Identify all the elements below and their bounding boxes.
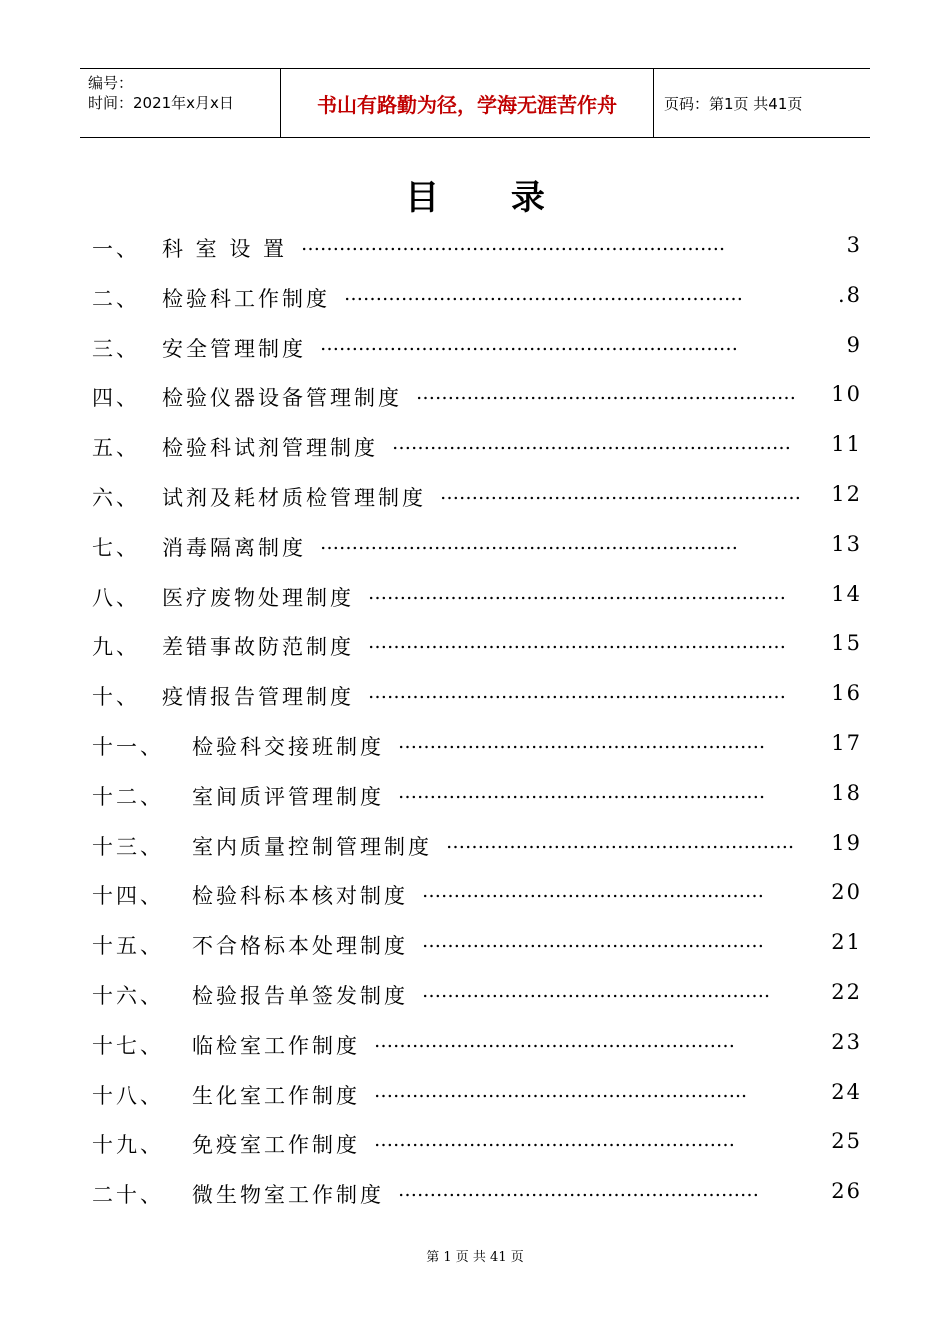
toc-entry-page: 12 bbox=[831, 481, 862, 506]
table-of-contents bbox=[92, 227, 862, 1223]
toc-entry-page: 13 bbox=[831, 531, 862, 556]
toc-entry-page: 9 bbox=[846, 332, 862, 357]
toc-entry-number: 九、 bbox=[92, 635, 140, 660]
toc-entry-number: 十六、 bbox=[92, 983, 164, 1008]
code-label: 编号： bbox=[88, 74, 134, 92]
toc-entry-page: 14 bbox=[831, 581, 862, 606]
toc-entry-title: 检验科交接班制度 bbox=[192, 734, 384, 759]
header-meta bbox=[80, 69, 281, 137]
toc-entry-leader: ……………………………………………………… bbox=[392, 432, 791, 455]
toc-entry-number: 六、 bbox=[92, 485, 140, 510]
toc-entry[interactable] bbox=[92, 277, 862, 327]
toc-entry-page: 24 bbox=[831, 1079, 862, 1104]
toc-entry-number: 十七、 bbox=[92, 1033, 164, 1058]
toc-entry-page: 10 bbox=[831, 382, 862, 407]
toc-entry-title: 室内质量控制管理制度 bbox=[192, 834, 432, 859]
toc-entry-title: 免疫室工作制度 bbox=[192, 1133, 360, 1158]
toc-entry[interactable] bbox=[92, 924, 862, 974]
page-footer: 第 1 页 共 41 页 bbox=[426, 1250, 524, 1265]
toc-entry[interactable] bbox=[92, 1074, 862, 1124]
toc-entry-leader: ………………………………………………………… bbox=[368, 581, 786, 604]
toc-entry-leader: …………………………………………………. bbox=[398, 730, 766, 753]
toc-entry-leader: ……………………………………………… bbox=[422, 880, 764, 903]
toc-entry-title: 疫情报告管理制度 bbox=[162, 685, 354, 710]
toc-entry-page: 20 bbox=[831, 880, 862, 905]
toc-entry-leader: ………………………………………………………… bbox=[320, 531, 738, 554]
header-motto: 书山有路勤为径，学海无涯苦作舟 bbox=[281, 69, 654, 137]
toc-entry-page: 21 bbox=[831, 930, 862, 955]
toc-entry-leader: ………………………………………………… bbox=[374, 1129, 735, 1152]
toc-entry-title: 不合格标本处理制度 bbox=[192, 934, 408, 959]
toc-entry-number: 十四、 bbox=[92, 884, 164, 909]
toc-entry[interactable] bbox=[92, 576, 862, 626]
toc-entry-title: 消毒隔离制度 bbox=[162, 535, 306, 560]
toc-entry-number: 二、 bbox=[92, 286, 140, 311]
toc-entry-page: 23 bbox=[831, 1029, 862, 1054]
toc-entry[interactable] bbox=[92, 376, 862, 426]
toc-entry[interactable] bbox=[92, 625, 862, 675]
toc-entry-page: 18 bbox=[831, 780, 862, 805]
toc-entry-title: 生化室工作制度 bbox=[192, 1083, 360, 1108]
toc-entry-number: 十二、 bbox=[92, 784, 164, 809]
toc-entry-title: 差错事故防范制度 bbox=[162, 635, 354, 660]
toc-entry[interactable] bbox=[92, 874, 862, 924]
page-title: 目 录 bbox=[405, 178, 575, 218]
toc-entry-title: 医疗废物处理制度 bbox=[162, 585, 354, 610]
toc-entry-leader: ……………………………………………… bbox=[422, 930, 764, 953]
toc-entry-title: 室间质评管理制度 bbox=[192, 784, 384, 809]
toc-entry-leader: …………………………………………………………. bbox=[301, 233, 726, 255]
toc-entry-leader: ………………………………………………. bbox=[422, 979, 771, 1002]
time-label: 时间：2021年x月x日 bbox=[88, 94, 234, 112]
toc-entry[interactable] bbox=[92, 675, 862, 725]
toc-entry-page: 3 bbox=[846, 233, 862, 257]
toc-entry-page: 16 bbox=[831, 681, 862, 706]
toc-entry-page: .8 bbox=[837, 282, 862, 307]
toc-entry-number: 十八、 bbox=[92, 1083, 164, 1108]
toc-entry-page: 15 bbox=[831, 631, 862, 656]
toc-entry-number: 十三、 bbox=[92, 834, 164, 859]
toc-entry-number: 三、 bbox=[92, 336, 140, 361]
toc-entry[interactable] bbox=[92, 725, 862, 775]
toc-entry-number: 十九、 bbox=[92, 1133, 164, 1158]
toc-entry[interactable] bbox=[92, 1024, 862, 1074]
toc-entry-number: 一、 bbox=[92, 237, 140, 261]
toc-entry-number: 二十、 bbox=[92, 1183, 164, 1208]
toc-entry-page: 22 bbox=[831, 979, 862, 1004]
toc-entry-title: 检验报告单签发制度 bbox=[192, 983, 408, 1008]
toc-entry-title: 科 室 设 置 bbox=[162, 237, 288, 261]
toc-entry-leader: ………………………………………………………… bbox=[368, 681, 786, 704]
toc-entry-leader: ………………………………………………………… bbox=[320, 332, 738, 355]
toc-entry-page: 11 bbox=[831, 432, 862, 457]
toc-entry[interactable] bbox=[92, 526, 862, 576]
toc-entry-leader: ………………………………………………… bbox=[398, 1179, 759, 1202]
toc-entry-leader: ………………………………………………….. bbox=[374, 1079, 748, 1102]
toc-entry-title: 安全管理制度 bbox=[162, 336, 306, 361]
toc-entry-number: 四、 bbox=[92, 386, 140, 411]
toc-entry-number: 十、 bbox=[92, 685, 140, 710]
toc-entry[interactable] bbox=[92, 825, 862, 875]
toc-entry-page: 19 bbox=[831, 830, 862, 855]
toc-entry-title: 检验科标本核对制度 bbox=[192, 884, 408, 909]
toc-entry-leader: ………………………………………………. bbox=[446, 830, 795, 853]
header-page-info: 页码：第1页 共41页 bbox=[664, 94, 803, 113]
toc-entry-leader: ………………………………………………… bbox=[440, 481, 801, 504]
toc-entry-number: 七、 bbox=[92, 535, 140, 560]
toc-entry-leader: ……………………………………………………… bbox=[344, 282, 743, 305]
toc-entry[interactable] bbox=[92, 327, 862, 377]
toc-entry-title: 临检室工作制度 bbox=[192, 1033, 360, 1058]
toc-entry-leader: ………………………………………………… bbox=[374, 1029, 735, 1052]
toc-entry-number: 八、 bbox=[92, 585, 140, 610]
toc-entry-page: 17 bbox=[831, 730, 862, 755]
toc-entry-title: 试剂及耗材质检管理制度 bbox=[162, 485, 426, 510]
toc-entry-title: 检验仪器设备管理制度 bbox=[162, 386, 402, 411]
toc-entry[interactable] bbox=[92, 974, 862, 1024]
toc-entry-number: 五、 bbox=[92, 436, 140, 461]
toc-entry[interactable] bbox=[92, 426, 862, 476]
toc-entry-leader: …………………………………………………. bbox=[398, 780, 766, 803]
toc-entry-title: 微生物室工作制度 bbox=[192, 1183, 384, 1208]
toc-entry-number: 十一、 bbox=[92, 734, 164, 759]
toc-entry[interactable] bbox=[92, 1123, 862, 1173]
toc-entry-number: 十五、 bbox=[92, 934, 164, 959]
toc-entry-page: 25 bbox=[831, 1129, 862, 1154]
toc-entry-leader: …………………………………………………… bbox=[416, 382, 796, 405]
page-header bbox=[80, 68, 870, 138]
toc-entry[interactable] bbox=[92, 476, 862, 526]
toc-entry-leader: ………………………………………………………… bbox=[368, 631, 786, 654]
toc-entry[interactable] bbox=[92, 775, 862, 825]
toc-entry-page: 26 bbox=[831, 1179, 862, 1204]
toc-entry[interactable] bbox=[92, 227, 862, 277]
toc-entry-title: 检验科试剂管理制度 bbox=[162, 436, 378, 461]
toc-entry-title: 检验科工作制度 bbox=[162, 286, 330, 311]
toc-entry[interactable] bbox=[92, 1173, 862, 1223]
